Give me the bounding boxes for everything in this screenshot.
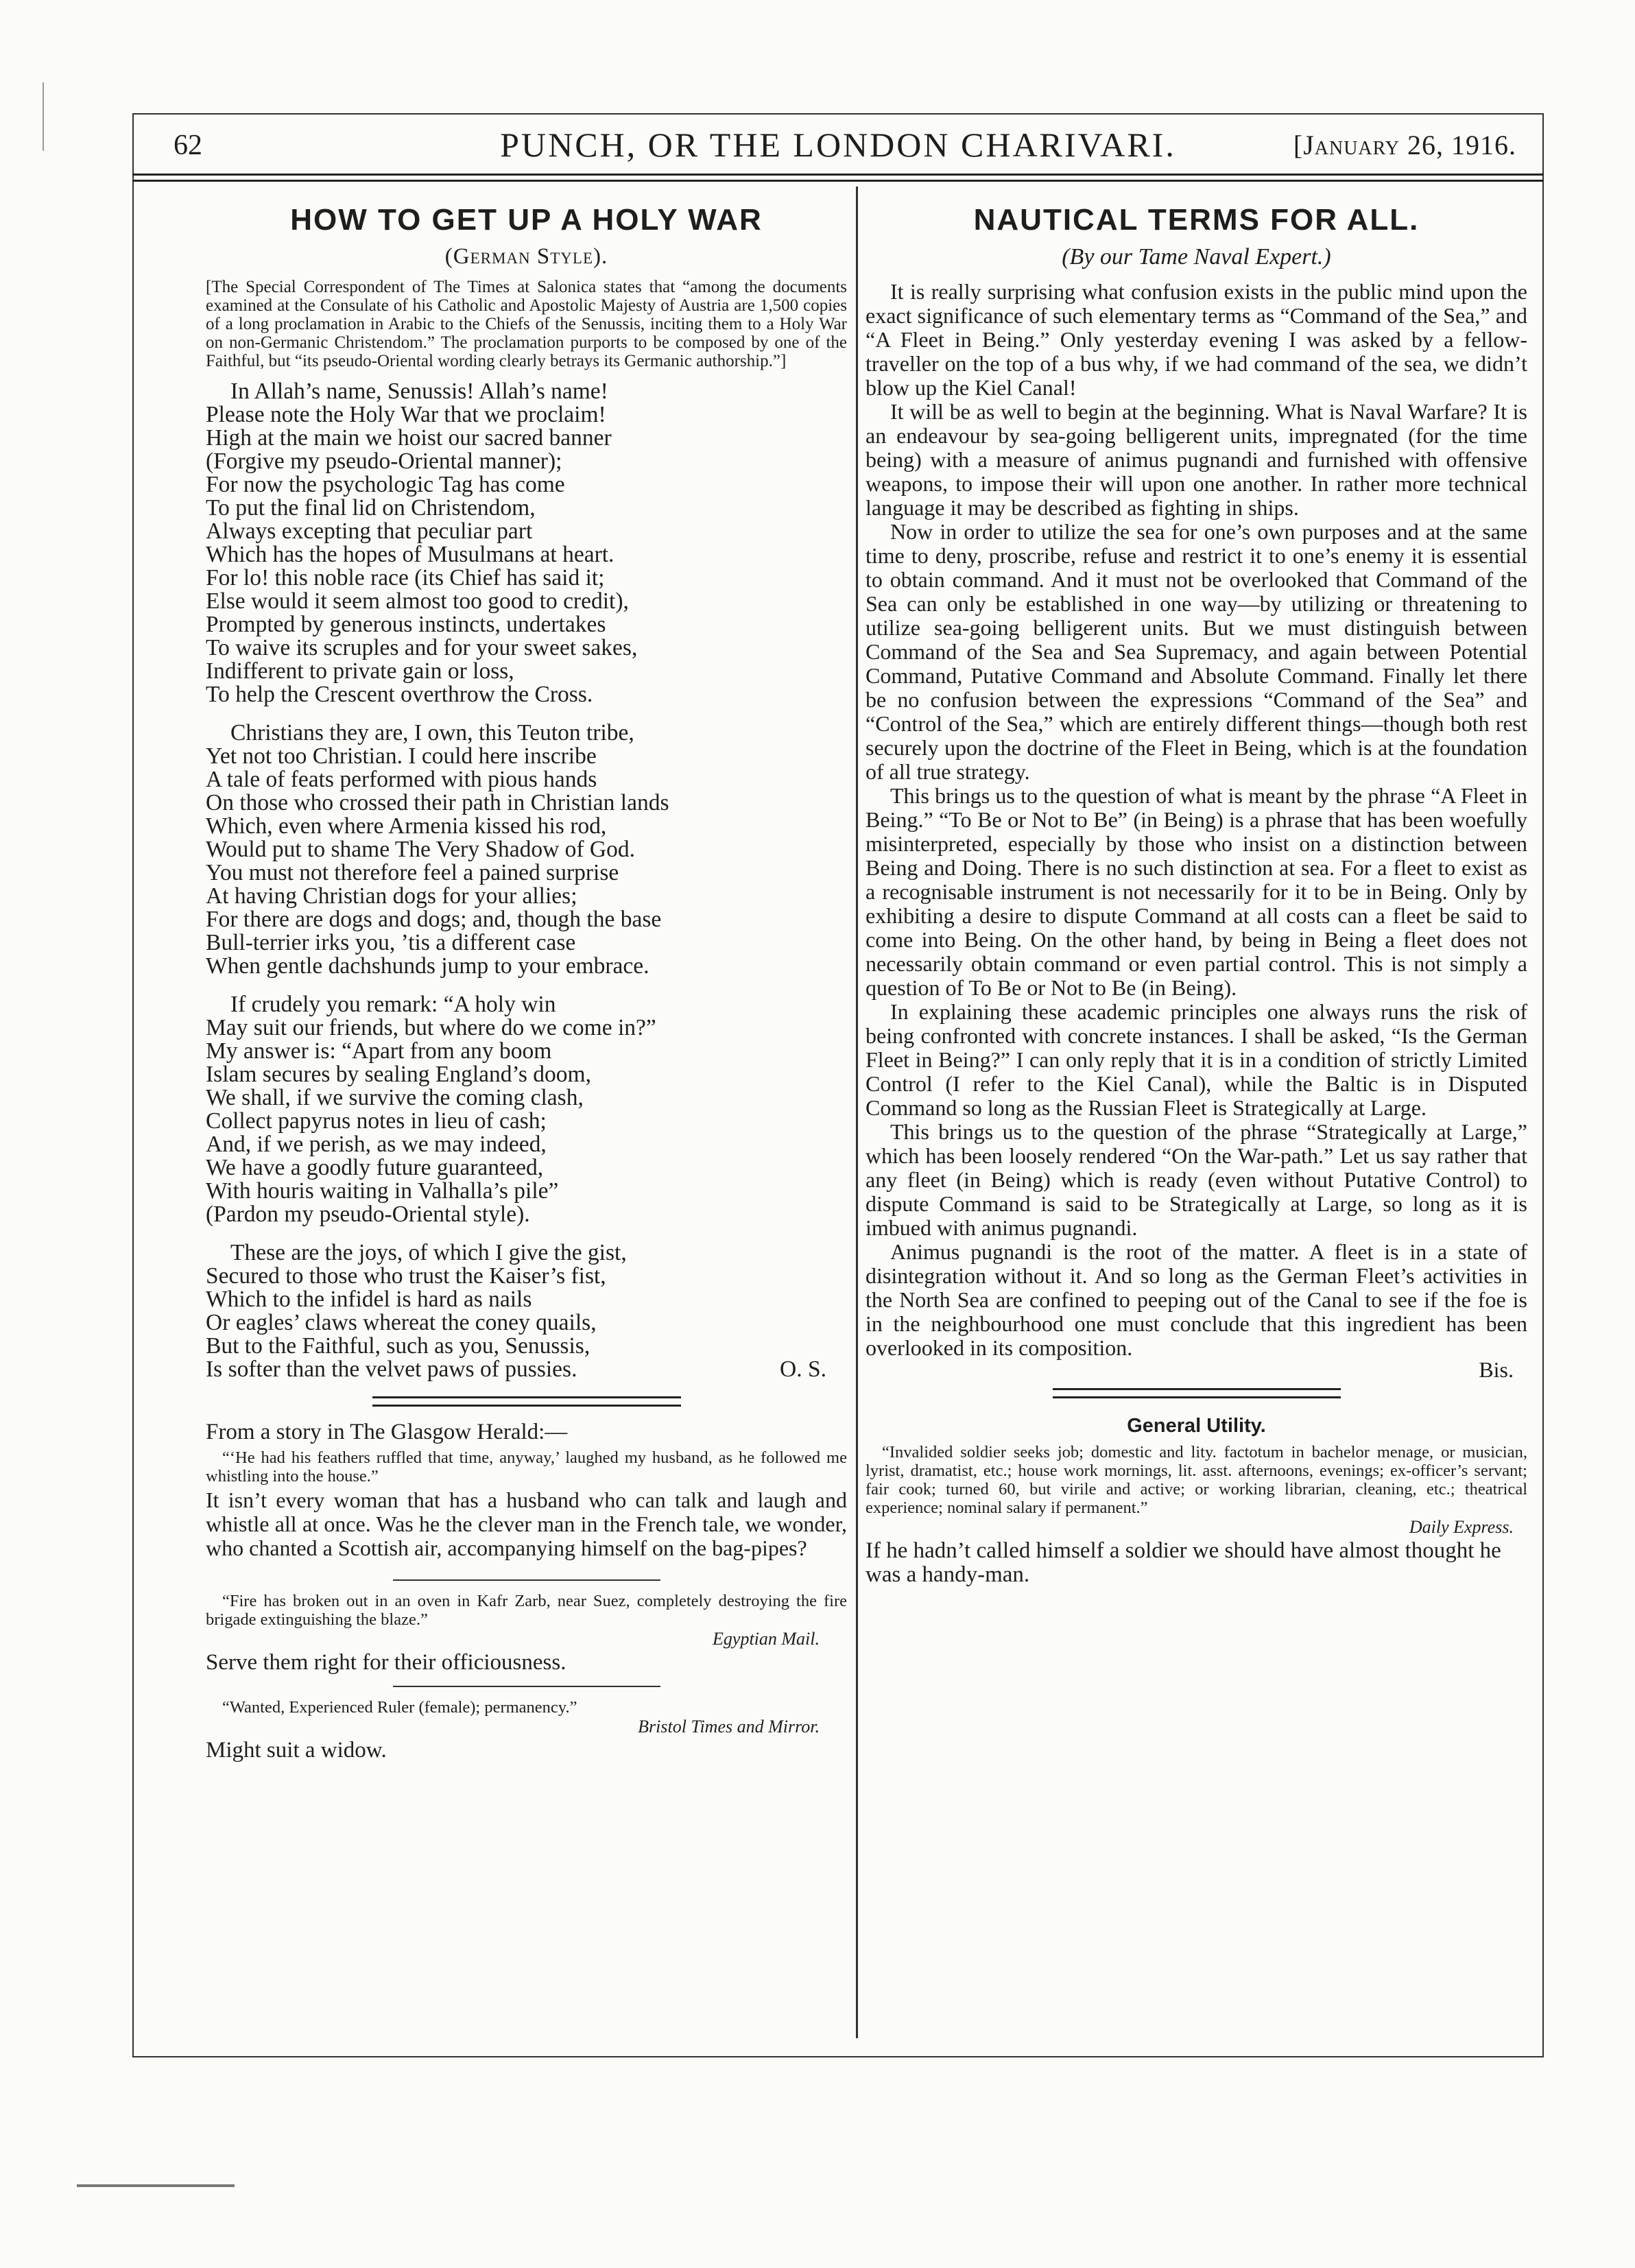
double-rule-divider [1053, 1388, 1341, 1398]
utility-source: Daily Express. [1409, 1517, 1514, 1537]
verse-line: Yet not too Christian. I could here inscribe [206, 743, 597, 769]
stanza-1 [206, 380, 847, 706]
verse-line: In Allah’s name, Senussis! Allah’s name! [230, 379, 608, 404]
fire-source: Egyptian Mail. [713, 1629, 820, 1649]
verse-line: To help the Crescent overthrow the Cross. [206, 682, 593, 707]
scan-artifact-line [77, 2184, 235, 2187]
verse-line: Else would it seem almost too good to credit), [206, 588, 629, 614]
double-rule-divider [372, 1396, 681, 1407]
verse-line: Christians they are, I own, this Teuton tribe, [230, 720, 634, 745]
verse-line: A tale of feats performed with pious hands [206, 767, 597, 792]
stanza-4 [206, 1241, 847, 1381]
glasgow-quote: “‘He had his feathers ruffled that time, anyway,’ laughed my husband, as he followed me whistling into the house.” [206, 1448, 847, 1485]
fire-comment: Serve them right for their officiousness. [206, 1650, 566, 1675]
header-rule-top [132, 174, 1544, 176]
verse-line: And, if we perish, as we may indeed, [206, 1132, 547, 1157]
stanza-2 [206, 721, 847, 978]
verse-line: My answer is: “Apart from any boom [206, 1038, 552, 1064]
glasgow-comment: It isn’t every woman that has a husband who can talk and laugh and whistle all at once. Was he the clever man in the French tale, we wonder, who chanted a Scottish air, accompanying himself on the bag-pipes? [206, 1488, 847, 1560]
nautical-title: NAUTICAL TERMS FOR ALL. [973, 203, 1420, 237]
right-column [866, 199, 1527, 1591]
verse-line: Indifferent to private gain or loss, [206, 658, 514, 684]
nautical-paragraph: In explaining these academic principles one always runs the risk of being confronted with concrete instances. I shall be asked, “Is the German Fleet in Being?” I can only reply that it is in a condition of strictly Limited Control (I refer to the Kiel Canal), while the Baltic is in Disputed Command so long as the Russian Fleet is Strategically at Large. [866, 999, 1527, 1120]
ruler-comment: Might suit a widow. [206, 1738, 387, 1763]
verse-line: But to the Faithful, such as you, Senussis, [206, 1333, 590, 1359]
verse-line: If crudely you remark: “A holy win [230, 992, 556, 1017]
verse-line: High at the main we hoist our sacred banner [206, 425, 612, 451]
nautical-paragraph: This brings us to the question of the phrase “Strategically at Large,” which has been loosely rendered “On the War-path.” Let us say rather that any fleet (in Being) which is ready (even without Putative Control) to dispute Command is said to be Strategically at Large, so long as it is imbued with animus pugnandi. [866, 1119, 1527, 1240]
final-verse-line [206, 1358, 847, 1381]
holy-war-note: [The Special Correspondent of The Times at Salonica states that “among the documents examined at the Consulate of his Catholic and Apostolic Majesty of Austria are 1,500 copies of a long proclamation in Arabic to the Chiefs of the Senussis, inciting them to a Holy War on non-Germanic Christendom.” The proclamation purports to be composed by one of the Faithful, but “its pseudo-Oriental wording clearly betrays its Germanic authorship.”] [206, 278, 847, 370]
verse-line: At having Christian dogs for your allies; [206, 883, 577, 909]
ruler-source: Bristol Times and Mirror. [638, 1717, 820, 1736]
verse-line: Prompted by generous instincts, undertakes [206, 612, 606, 637]
verse-line: You must not therefore feel a pained surprise [206, 860, 619, 885]
left-column [206, 199, 847, 1767]
verse-line: With houris waiting in Valhalla’s pile” [206, 1178, 559, 1204]
verse-line: On those who crossed their path in Christian lands [206, 790, 669, 815]
verse-line: We shall, if we survive the coming clash, [206, 1085, 584, 1110]
nautical-paragraph: This brings us to the question of what is meant by the phrase “A Fleet in Being.” “To Be or Not to Be” (in Being) is a phrase that has been woefully misinterpreted, especially by those who insist on a distinction between Being and Doing. There is no such distinction at sea. For a fleet to exist as a recognisable instrument is not necessarily for it to be in Being. Only by exhibiting a desire to dispute Command at all costs can a fleet be said to come into Being. On the other hand, by being in Being a fleet does not necessarily obtain command or even partial control. This is not simply a question of To Be or Not to Be (in Being). [866, 783, 1527, 1000]
column-divider [856, 187, 858, 2038]
fire-quote: “Fire has broken out in an oven in Kafr Zarb, near Suez, completely destroying the fire brigade extinguishing the blaze.” [206, 1592, 847, 1629]
verse-line: Which has the hopes of Musulmans at heart. [206, 542, 614, 567]
short-rule-divider [393, 1686, 660, 1687]
issue-date: [January 26, 1916. [1293, 130, 1516, 160]
verse-line: Or eagles’ claws whereat the coney quails, [206, 1310, 597, 1335]
nautical-signature: Bis. [1479, 1357, 1514, 1382]
nautical-paragraph: Animus pugnandi is the root of the matter. A fleet is in a state of disintegration without it. And so long as the German Fleet’s activities in the North Sea are confined to peeping out of the Canal to see if the foe is in the neighbourhood one must conclude that this ingredient has been overlooked in its composition. [866, 1239, 1527, 1360]
verse-line: Would put to shame The Very Shadow of God. [206, 837, 635, 862]
verse-line: Always excepting that peculiar part [206, 518, 533, 544]
verse-line: (Forgive my pseudo-Oriental manner); [206, 449, 562, 474]
utility-quote: “Invalided soldier seeks job; domestic and lity. factotum in bachelor menage, or musician, lyrist, dramatist, etc.; house work mornings, lit. asst. afternoons, evenings; ex-officer’s servant; fair cook; turned 60, but virile and active; or working librarian, cleaning, etc.; theatrical experience; nominal salary if permanent.” [866, 1443, 1527, 1517]
holy-war-title: HOW TO GET UP A HOLY WAR [290, 203, 763, 237]
verse-line: These are the joys, of which I give the gist, [230, 1240, 627, 1265]
utility-comment: If he hadn’t called himself a soldier we should have almost thought he was a handy-man. [866, 1538, 1501, 1587]
nautical-paragraph: It will be as well to begin at the beginning. What is Naval Warfare? It is an endeavour by sea-going belligerent units, impregnated (for the time being) with a measure of animus pugnandi and furnished with offensive weapons, to impose their will upon one another. In rather more technical language it may be described as fighting in ships. [866, 399, 1527, 520]
scan-edge-mark [43, 82, 44, 151]
author-signature: O. S. [780, 1357, 826, 1382]
publication-title: PUNCH, OR THE LONDON CHARIVARI. [500, 126, 1176, 164]
verse-line: Collect papyrus notes in lieu of cash; [206, 1108, 547, 1134]
verse-line: Which, even where Armenia kissed his rod, [206, 813, 607, 839]
utility-title: General Utility. [1127, 1415, 1266, 1437]
verse-line: May suit our friends, but where do we come in?” [206, 1015, 656, 1040]
verse-line: Which to the infidel is hard as nails [206, 1287, 532, 1312]
verse-line: Islam secures by sealing England’s doom, [206, 1062, 591, 1087]
stanza-3 [206, 993, 847, 1226]
verse-line: Is softer than the velvet paws of pussies. [206, 1357, 577, 1382]
verse-line: (Pardon my pseudo-Oriental style). [206, 1202, 530, 1227]
verse-line: For now the psychologic Tag has come [206, 472, 565, 497]
glasgow-intro: From a story in The Glasgow Herald:— [206, 1420, 568, 1444]
verse-line: To put the final lid on Christendom, [206, 495, 536, 521]
nautical-paragraph: Now in order to utilize the sea for one’s own purposes and at the same time to deny, proscribe, refuse and restrict it to one’s enemy it is essential to obtain command. And it must not be overlooked that Command of the Sea can only be established in one way—by utilizing or threatening to utilize sea-going belligerent units. But we must distinguish between Command of the Sea and Sea Supremacy, and again between Potential Command, Putative Command and Absolute Command. Finally let there be no confusion between the expressions “Command of the Sea” and “Control of the Sea,” which are entirely different things—though both rest securely upon the doctrine of the Fleet in Being, which is at the foundation of all true strategy. [866, 519, 1527, 784]
page-header [132, 123, 1544, 171]
verse-line: For there are dogs and dogs; and, though the base [206, 907, 662, 932]
verse-line: Bull-terrier irks you, ’tis a different case [206, 930, 576, 955]
verse-line: We have a goodly future guaranteed, [206, 1155, 544, 1180]
short-rule-divider [393, 1579, 660, 1581]
header-rule-bottom [132, 180, 1544, 182]
verse-line: Please note the Holy War that we proclaim! [206, 402, 606, 427]
verse-line: To waive its scruples and for your sweet sakes, [206, 635, 638, 660]
nautical-paragraph: It is really surprising what confusion exists in the public mind upon the exact significance of such elementary terms as “Command of the Sea,” and “A Fleet in Being.” Only yesterday evening I was asked by a fellow-traveller on the top of a bus why, if we had command of the sea, we didn’t blow up the Kiel Canal! [866, 279, 1527, 400]
verse-line: For lo! this noble race (its Chief has said it; [206, 565, 605, 590]
page-number: 62 [174, 130, 202, 161]
verse-line: When gentle dachshunds jump to your embrace. [206, 953, 649, 979]
verse-line: Secured to those who trust the Kaiser’s fist, [206, 1263, 606, 1289]
nautical-byline: (By our Tame Naval Expert.) [1062, 244, 1331, 270]
holy-war-subtitle: (German Style). [444, 244, 608, 269]
ruler-quote: “Wanted, Experienced Ruler (female); permanency.” [222, 1698, 577, 1717]
